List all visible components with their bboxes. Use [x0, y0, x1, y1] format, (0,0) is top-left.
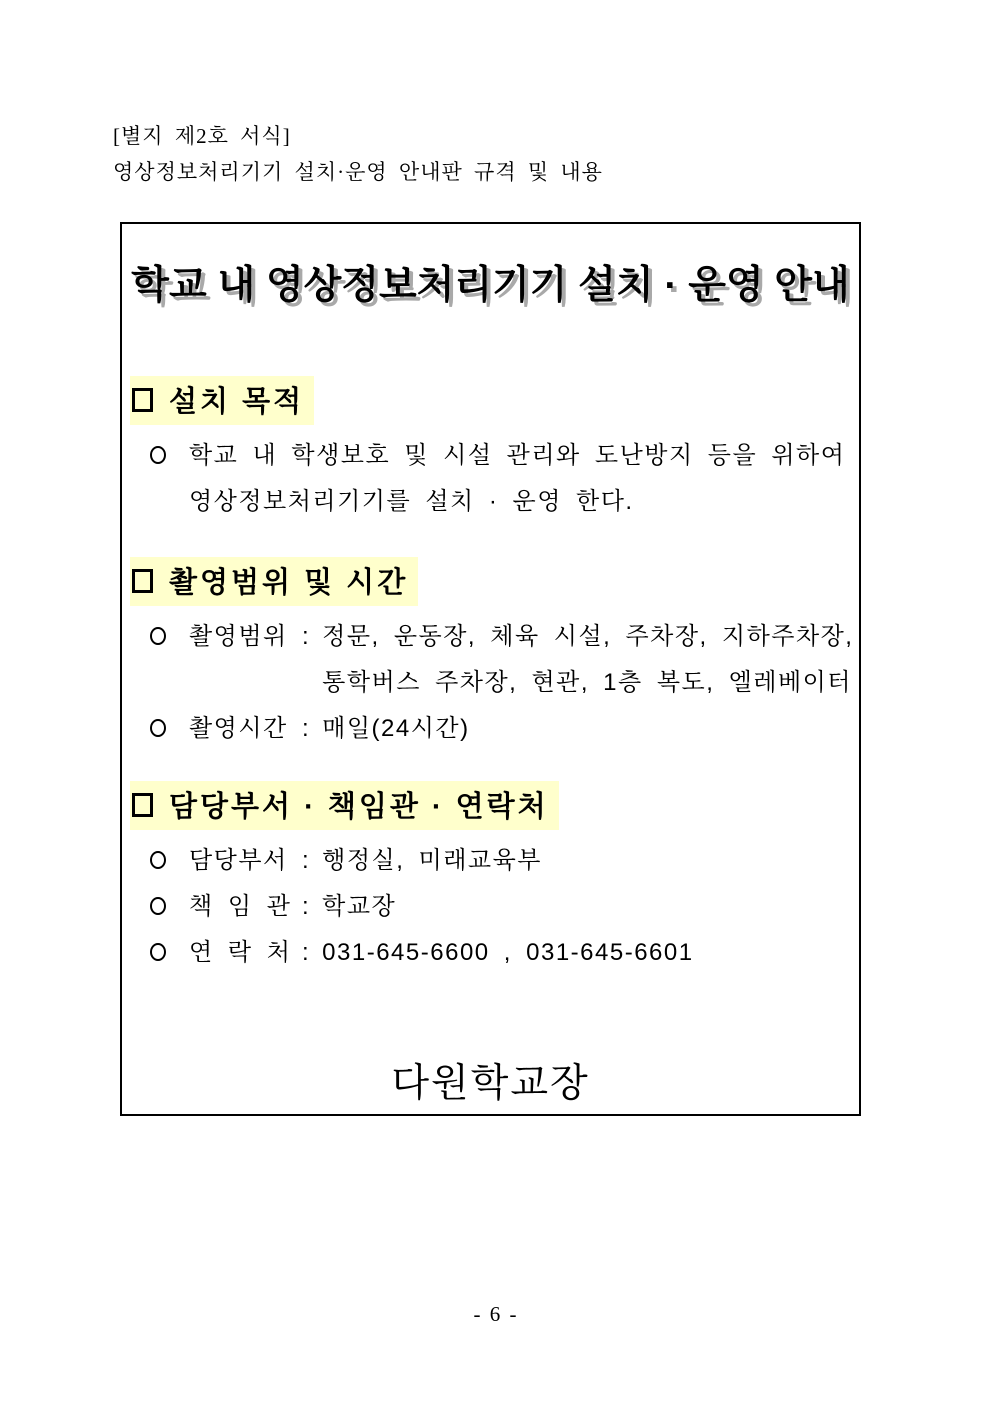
- item-value: [322, 706, 469, 752]
- item-value: [189, 433, 845, 525]
- item-label: 책 임 관: [189, 893, 292, 920]
- form-header: [113, 118, 603, 190]
- circle-bullet-icon: [150, 719, 166, 737]
- item-label: 연 락 처: [189, 939, 292, 966]
- list-item: [150, 706, 859, 752]
- list-item: [150, 884, 859, 930]
- item-value: [322, 614, 853, 706]
- item-value: [322, 930, 693, 976]
- item-value-line: 통학버스 주차장, 현관, 1층 복도, 엘레베이터: [322, 669, 852, 696]
- signature-principal: 다원학교장: [391, 1062, 590, 1105]
- section-heading-label: 설치 목적: [169, 386, 305, 418]
- circle-bullet-icon: [150, 851, 166, 869]
- list-item: [150, 930, 859, 976]
- item-value-line: 031-645-6600 , 031-645-6601: [322, 939, 694, 966]
- colon-separator: :: [302, 893, 311, 920]
- section-recording-scope: [130, 557, 859, 752]
- section-heading: [130, 376, 314, 425]
- item-value-line: 행정실, 미래교육부: [322, 847, 542, 874]
- item-value: [322, 884, 396, 930]
- item-label: 촬영범위: [189, 623, 288, 650]
- section-heading-label: 담당부서 · 책임관 · 연락처: [169, 791, 549, 823]
- item-value-line: 매일(24시간): [322, 715, 470, 742]
- square-bullet-icon: [132, 569, 153, 593]
- section-contact-info: [130, 781, 859, 976]
- notice-board: [120, 222, 861, 1116]
- section-heading-label: 촬영범위 및 시간: [169, 567, 409, 599]
- circle-bullet-icon: [150, 446, 166, 464]
- list-item: [150, 838, 859, 884]
- item-value-line: 영상정보처리기기를 설치 · 운영 한다.: [189, 488, 634, 515]
- colon-separator: :: [302, 715, 311, 742]
- list-item: [150, 614, 859, 706]
- notice-title: 학교 내 영상정보처리기기 설치 · 운영 안내: [131, 264, 850, 307]
- item-value: [322, 838, 542, 884]
- square-bullet-icon: [132, 793, 153, 817]
- square-bullet-icon: [132, 388, 153, 412]
- item-label: 담당부서: [189, 847, 288, 874]
- item-value-line: 학교장: [322, 893, 397, 920]
- section-install-purpose: [130, 376, 859, 525]
- form-subtitle: 영상정보처리기기 설치·운영 안내판 규격 및 내용: [113, 160, 603, 184]
- section-heading: [130, 557, 418, 606]
- circle-bullet-icon: [150, 897, 166, 915]
- item-value-line: 학교 내 학생보호 및 시설 관리와 도난방지 등을 위하여: [189, 442, 846, 469]
- item-label: 촬영시간: [189, 715, 288, 742]
- page-number: - 6 -: [473, 1302, 519, 1326]
- circle-bullet-icon: [150, 943, 166, 961]
- form-reference: [별지 제2호 서식]: [113, 124, 291, 148]
- circle-bullet-icon: [150, 627, 166, 645]
- colon-separator: :: [302, 847, 311, 874]
- item-value-line: 정문, 운동장, 체육 시설, 주차장, 지하주차장,: [322, 623, 854, 650]
- list-item: [150, 433, 859, 525]
- colon-separator: :: [302, 623, 311, 650]
- colon-separator: :: [302, 939, 311, 966]
- section-heading: [130, 781, 559, 830]
